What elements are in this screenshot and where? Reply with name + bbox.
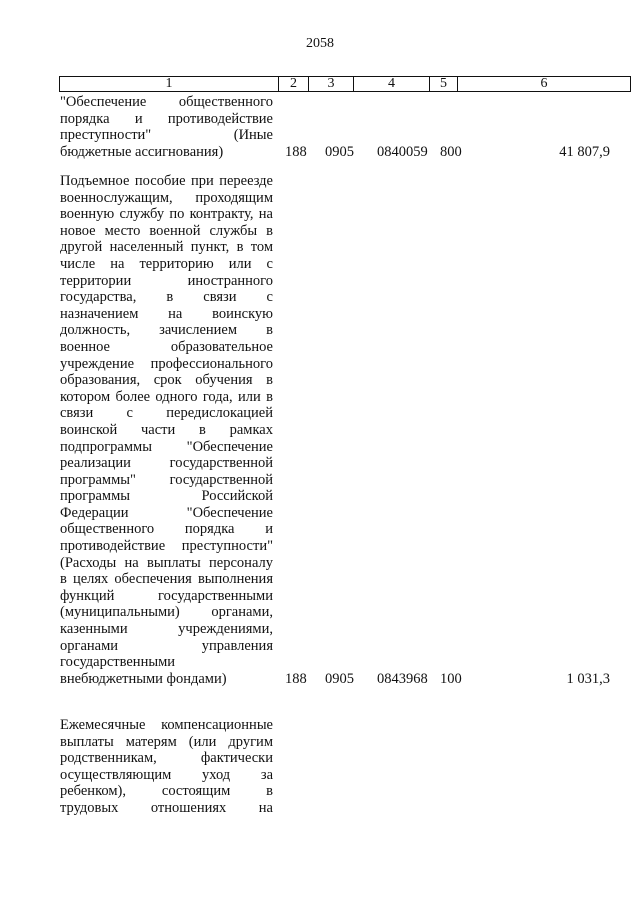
description-line: в целях обеспечения выполнения — [60, 571, 273, 588]
description-line: военную службу по контракту, на — [60, 206, 273, 223]
description-line: программы Российской — [60, 488, 273, 505]
description-line: (муниципальными) органами, — [60, 604, 273, 621]
header-col-2: 2 — [279, 77, 309, 92]
header-col-4: 4 — [354, 77, 430, 92]
description-line: реализации государственной — [60, 455, 273, 472]
amount-value: 41 807,9 — [559, 143, 610, 160]
description-line: новое место военной службы в — [60, 222, 273, 239]
description-line: учреждение профессионального — [60, 355, 273, 372]
description-line: подпрограммы "Обеспечение — [60, 438, 273, 455]
description-line: Ежемесячные компенсационные — [60, 717, 273, 733]
description-line: образования, срок обучения в — [60, 372, 273, 389]
row-description — [60, 717, 273, 817]
expense-type-code: 100 — [440, 671, 462, 687]
description-line: функций государственными — [60, 587, 273, 604]
description-line: внебюджетными фондами) — [60, 670, 227, 687]
description-line: родственникам, фактически — [60, 750, 273, 767]
description-line: казенными учреждениями, — [60, 621, 273, 638]
header-row — [60, 77, 631, 92]
description-line: выплаты матерям (или другим — [60, 733, 273, 750]
expense-type-code: 800 — [440, 143, 462, 160]
header-col-1: 1 — [60, 77, 279, 92]
description-line: органами управления — [60, 637, 273, 654]
description-line: должность, зачислением в — [60, 322, 273, 339]
description-line: государственными — [60, 654, 176, 671]
description-line: программы" государственной — [60, 471, 273, 488]
description-line: котором более одного года, или в — [60, 388, 273, 405]
description-line: территории иностранного — [60, 272, 273, 289]
description-line: воинской части в рамках — [60, 421, 273, 438]
header-col-6: 6 — [458, 77, 631, 92]
amount-value: 1 031,3 — [566, 671, 610, 687]
admin-code: 188 — [285, 671, 307, 687]
description-line: противодействие преступности" — [60, 538, 273, 555]
description-line: трудовых отношениях на — [60, 799, 273, 816]
row-description — [60, 94, 273, 160]
description-line: назначением на воинскую — [60, 305, 273, 322]
header-col-3: 3 — [309, 77, 354, 92]
description-line: бюджетные ассигнования) — [60, 143, 224, 160]
description-line: осуществляющим уход за — [60, 766, 273, 783]
description-line: военное образовательное — [60, 338, 273, 355]
description-line: ребенком), состоящим в — [60, 783, 273, 800]
description-line: "Обеспечение общественного — [60, 94, 273, 110]
target-code: 0843968 — [377, 671, 428, 687]
section-code: 0905 — [325, 671, 354, 687]
column-header-table — [59, 76, 631, 92]
description-line: преступности" (Иные — [60, 127, 273, 144]
description-line: военнослужащим, проходящим — [60, 189, 273, 206]
description-line: Федерации "Обеспечение — [60, 504, 273, 521]
description-line: другой населенный пункт, в том — [60, 239, 273, 256]
description-line: общественного порядка и — [60, 521, 273, 538]
page-number: 2058 — [306, 36, 334, 51]
description-line: связи с передислокацией — [60, 405, 273, 422]
section-code: 0905 — [325, 143, 354, 160]
row-description — [60, 173, 273, 687]
description-line: числе на территорию или с — [60, 255, 273, 272]
description-line: государства, в связи с — [60, 289, 273, 306]
admin-code: 188 — [285, 143, 307, 160]
description-line: порядка и противодействие — [60, 110, 273, 127]
description-line: (Расходы на выплаты персоналу — [60, 554, 273, 571]
description-line: Подъемное пособие при переезде — [60, 173, 273, 189]
target-code: 0840059 — [377, 143, 428, 160]
header-col-5: 5 — [430, 77, 458, 92]
